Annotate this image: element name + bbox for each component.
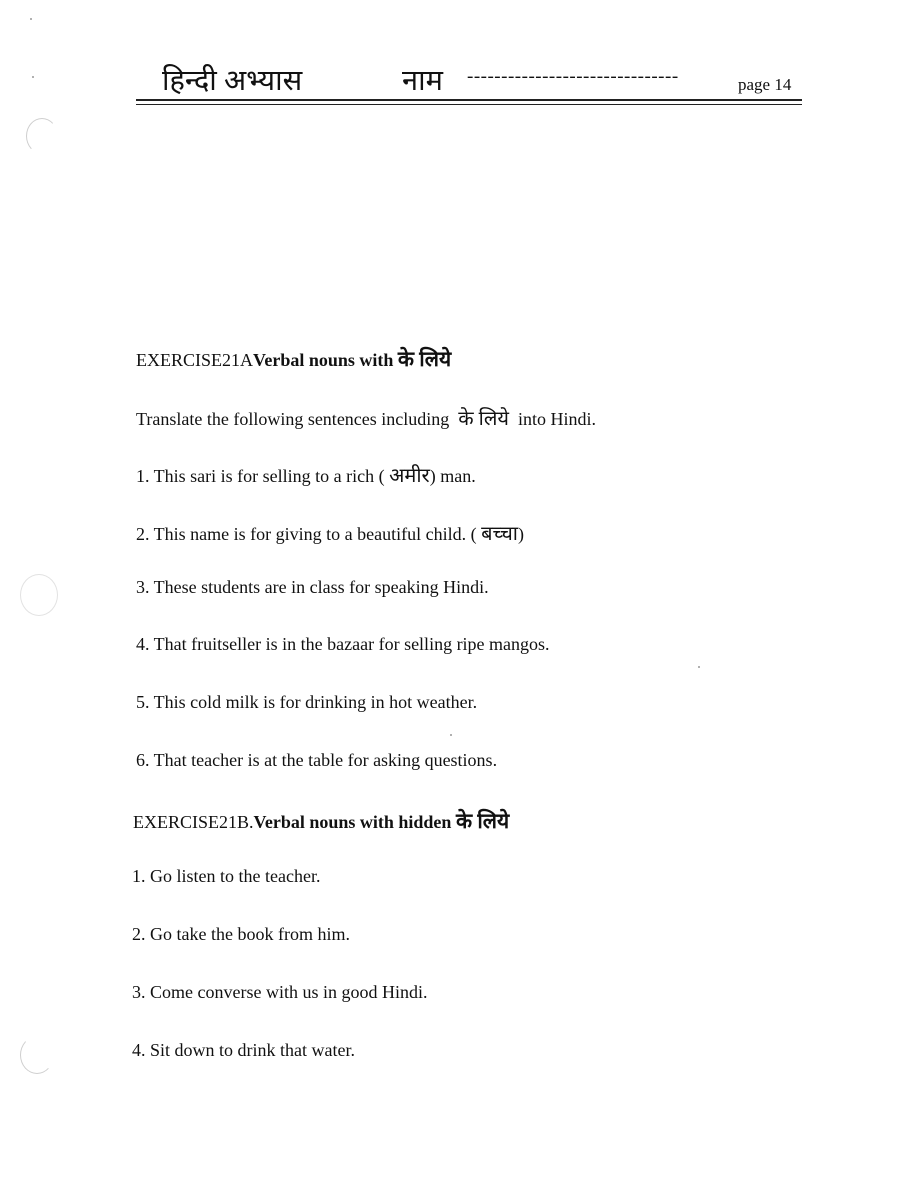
name-blank-line: ------------------------------- (467, 66, 679, 87)
scan-speck (698, 666, 700, 668)
exercise-item: 1. Go listen to the teacher. (132, 866, 321, 886)
exercise-item (136, 519, 524, 546)
scan-punch-hole-mark (26, 118, 58, 154)
exercise-item: 2. Go take the book from him. (132, 924, 350, 944)
page-number: page 14 (738, 75, 792, 94)
exercise-21a-heading (136, 345, 451, 373)
header-rule (136, 104, 802, 105)
header-rule (136, 99, 802, 101)
exercise-label: EXERCISE21B. (133, 812, 254, 832)
exercise-item: 3. These students are in class for speaking Hindi. (136, 577, 489, 597)
exercise-title-hindi: के लिये (455, 809, 510, 833)
item-hindi-word: अमीर (389, 465, 430, 487)
exercise-instruction (136, 404, 596, 431)
instruction-text: into Hindi. (517, 409, 596, 429)
item-text: ) man. (429, 466, 476, 486)
scan-punch-hole-mark (20, 574, 58, 616)
instruction-text: Translate the following sentences including (136, 409, 450, 429)
scan-punch-hole-mark (20, 1036, 54, 1074)
item-text: 1. This sari is for selling to a rich ( (136, 466, 385, 486)
instruction-hindi: के लिये (458, 408, 509, 430)
exercise-title: Verbal nouns with (253, 350, 394, 370)
exercise-title: Verbal nouns with hidden (253, 812, 452, 832)
scan-speck (32, 76, 34, 78)
exercise-title-hindi: के लिये (397, 347, 452, 371)
worksheet-title: हिन्दी अभ्यास (162, 65, 303, 97)
exercise-item: 6. That teacher is at the table for asking questions. (136, 750, 498, 770)
item-text: ) (517, 524, 524, 544)
exercise-21b-heading (133, 807, 509, 835)
exercise-item: 4. Sit down to drink that water. (132, 1040, 355, 1060)
exercise-item: 5. This cold milk is for drinking in hot weather. (136, 692, 478, 712)
exercise-label: EXERCISE21A (136, 350, 253, 370)
scan-speck (30, 18, 32, 20)
exercise-item (136, 461, 476, 488)
exercise-item: 4. That fruitseller is in the bazaar for selling ripe mangos. (136, 634, 550, 654)
exercise-item: 3. Come converse with us in good Hindi. (132, 982, 428, 1002)
scan-speck (450, 734, 452, 736)
name-label: नाम (402, 65, 443, 97)
item-text: 2. This name is for giving to a beautiful child. ( (136, 524, 477, 544)
item-hindi-word: बच्चा (481, 523, 518, 545)
